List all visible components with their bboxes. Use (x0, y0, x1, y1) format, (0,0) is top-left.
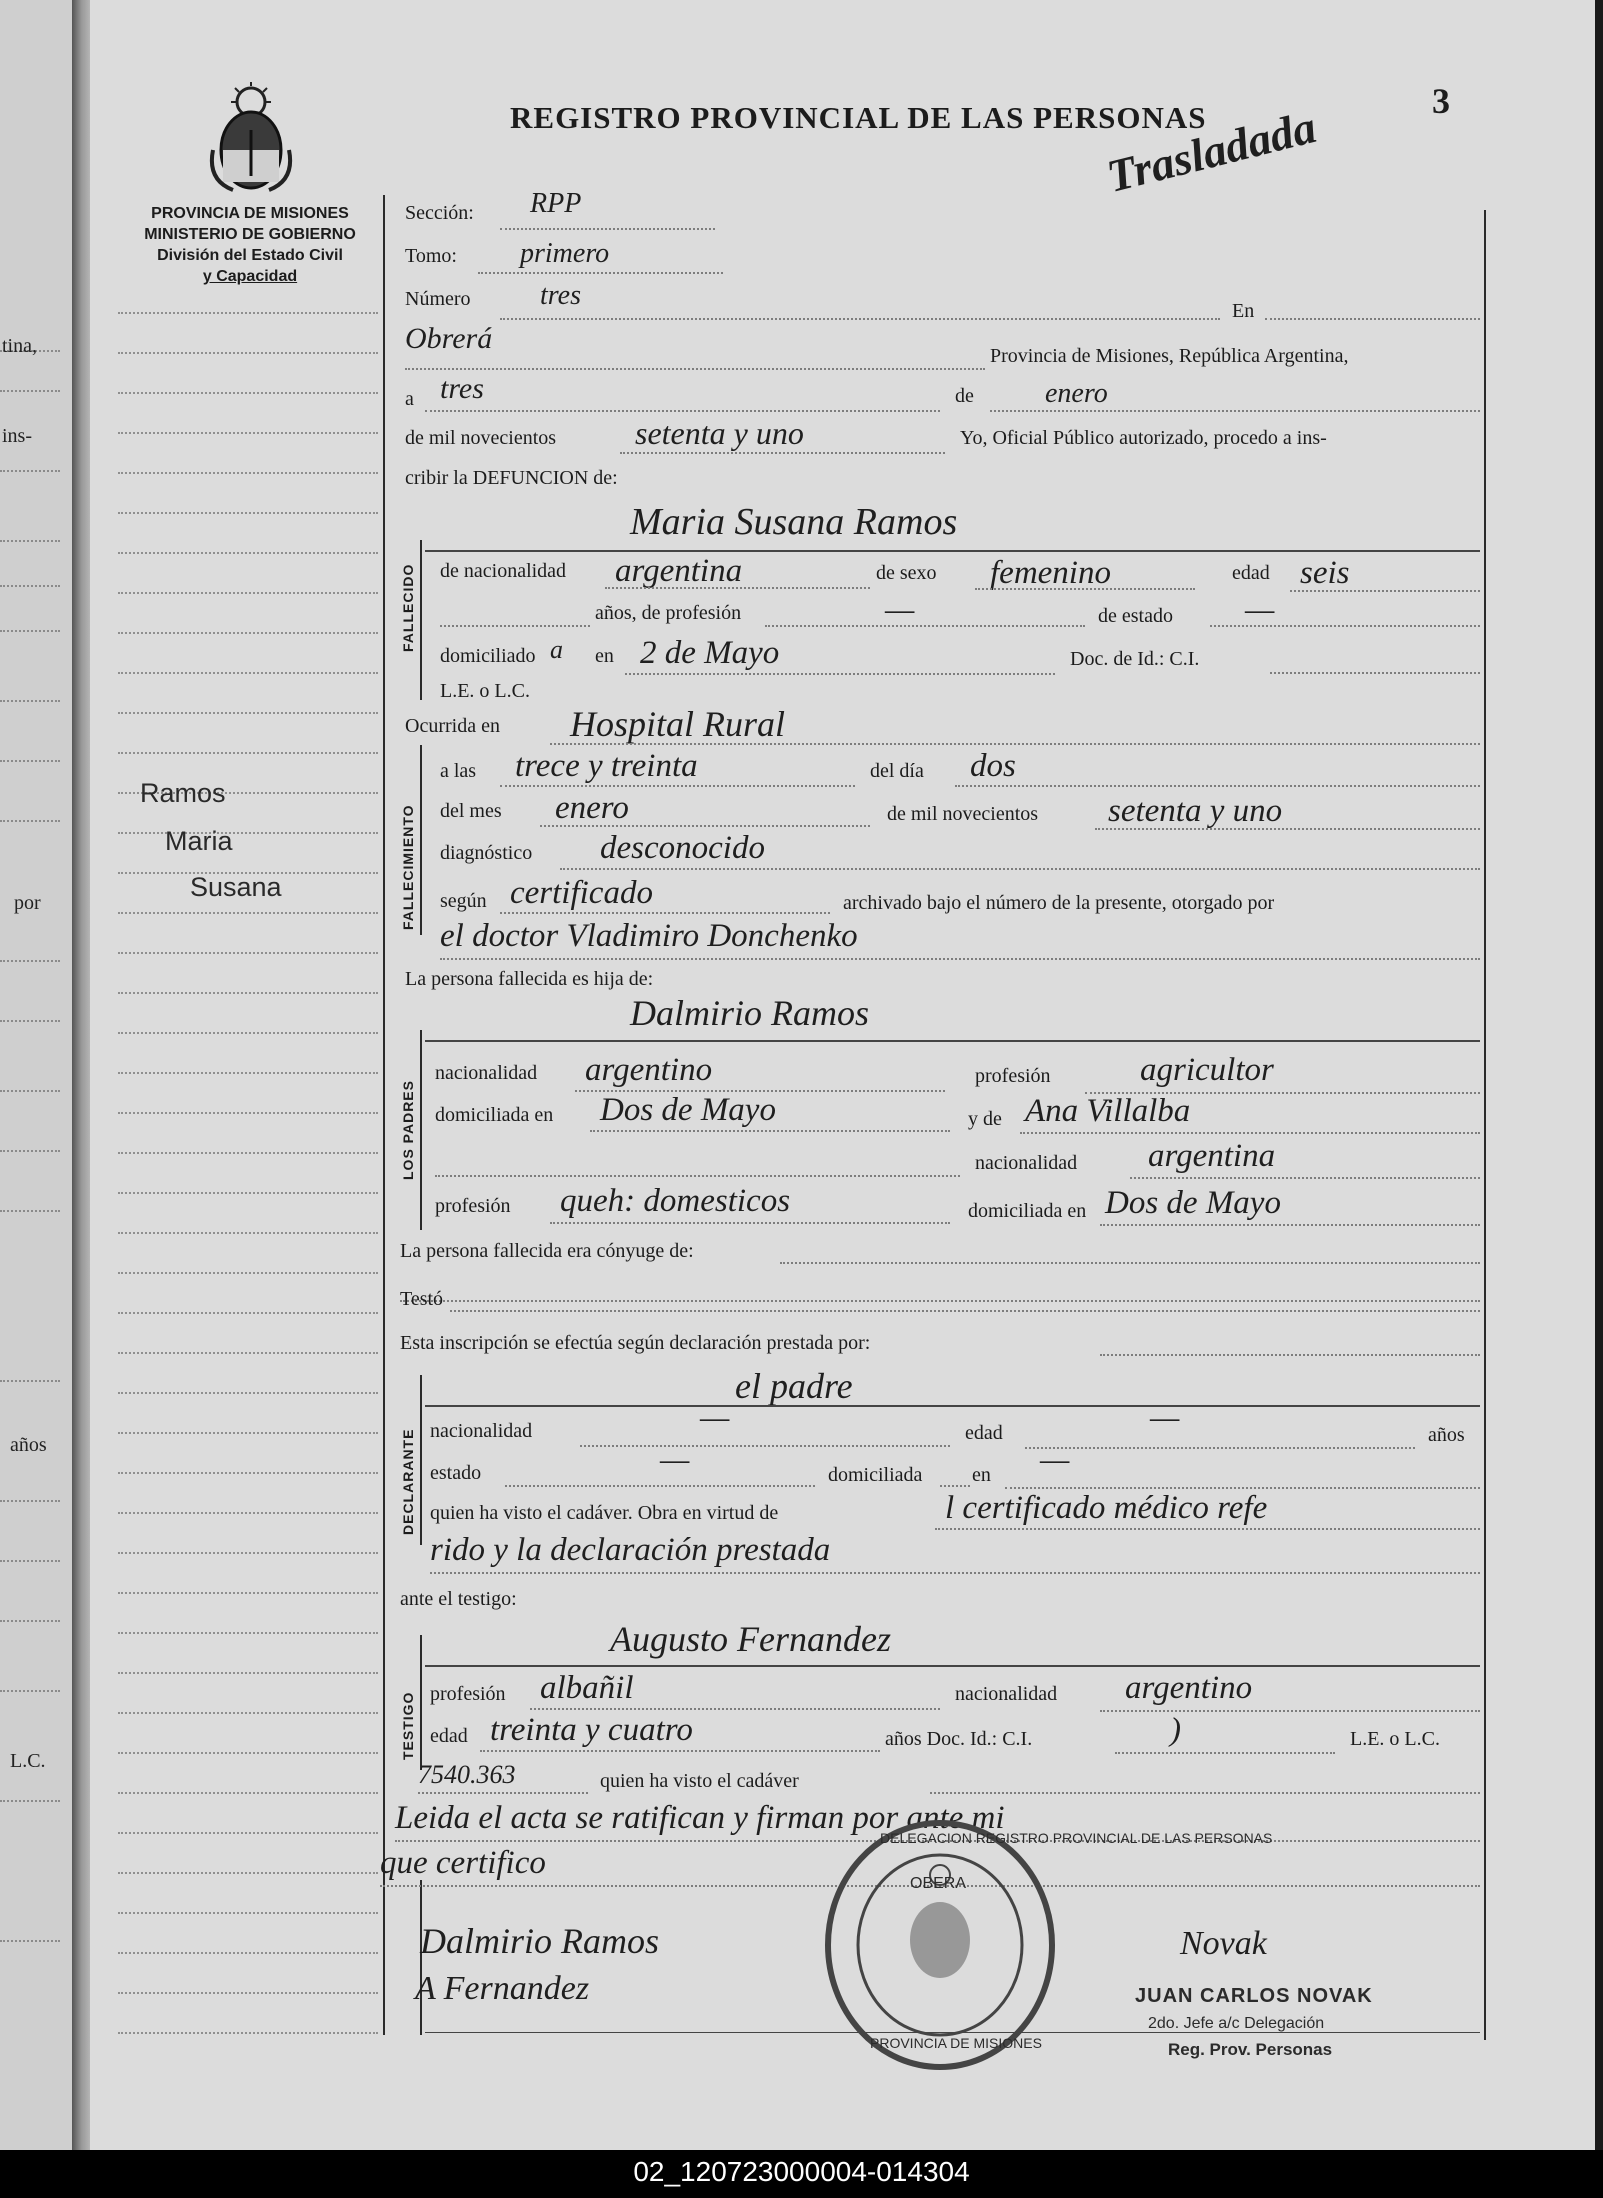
domicilio-value: 2 de Mayo (640, 635, 780, 671)
previous-page-edge (0, 0, 76, 2150)
testigo-nacionalidad-label: nacionalidad (955, 1683, 1058, 1705)
fallecimiento-mes-value: enero (555, 790, 629, 826)
padre-profesion: agricultor (1140, 1052, 1274, 1088)
declarante-nacionalidad-label: nacionalidad (430, 1420, 533, 1442)
madre-domicilio: Dos de Mayo (1105, 1185, 1281, 1221)
testigo-section-label: TESTIGO (400, 1691, 416, 1760)
declarante-intro: Esta inscripción se efectúa según declaración prestada por: (400, 1332, 871, 1354)
padre-nacionalidad: argentino (585, 1052, 713, 1088)
fallecimiento-bracket (420, 745, 422, 935)
padre-domicilio: Dos de Mayo (600, 1092, 776, 1128)
padres-bracket (420, 1030, 422, 1230)
declarante-anios-label: años (1428, 1424, 1465, 1446)
ocurrida-value: Hospital Rural (570, 704, 786, 744)
fallecido-bracket (420, 540, 422, 700)
testigo-edad: treinta y cuatro (490, 1712, 693, 1748)
padre-domicilio-label: domiciliada en (435, 1104, 554, 1126)
sexo-label: de sexo (876, 562, 937, 584)
diagnostico-value: desconocido (600, 830, 765, 866)
declarante-visto-text: quien ha visto el cadáver. Obra en virtud de (430, 1502, 779, 1524)
madre-profesion: queh: domesticos (560, 1183, 791, 1219)
fallecimiento-anio-value: setenta y uno (1108, 793, 1283, 829)
madre-nacionalidad: argentina (1148, 1138, 1276, 1174)
testigo-doc-number: 7540.363 (418, 1760, 516, 1789)
authority-capacity: y Capacidad (202, 268, 298, 285)
declarante-en-label: en (972, 1464, 991, 1486)
tomo-label: Tomo: (405, 245, 457, 267)
madre-profesion-label: profesión (435, 1195, 511, 1217)
mes-value: enero (1045, 378, 1108, 409)
margin-divider (383, 195, 385, 2035)
fallecimiento-section-label: FALLECIMIENTO (400, 804, 416, 930)
margin-surname: Ramos (140, 778, 226, 808)
edad-label: edad (1232, 562, 1270, 584)
authority-ministry: MINISTERIO DE GOBIERNO (144, 226, 356, 243)
a-label: a (405, 388, 414, 410)
testigo-nombre: Augusto Fernandez (610, 1619, 891, 1659)
seal-ring-text: DELEGACION REGISTRO PROVINCIAL DE LAS PERSONAS (880, 1830, 1273, 1846)
testigo-intro: ante el testigo: (400, 1588, 517, 1610)
authority-province: PROVINCIA DE MISIONES (151, 205, 349, 222)
seal-center-top: OBERA (910, 1875, 967, 1892)
declarante-estado-label: estado (430, 1462, 482, 1484)
officer-name: JUAN CARLOS NOVAK (1135, 1985, 1373, 2007)
madre-nacionalidad-label: nacionalidad (975, 1152, 1078, 1174)
margin-first-name: Maria (165, 826, 233, 856)
fallecimiento-dia-value: dos (970, 748, 1016, 784)
domicilio-en-label: en (595, 645, 614, 667)
fallecimiento-mil-label: de mil novecientos (887, 803, 1039, 825)
testigo-profesion-label: profesión (430, 1683, 506, 1705)
issuing-authority (115, 203, 385, 287)
doc-label: Doc. de Id.: C.I. (1070, 648, 1200, 670)
mes-label: del mes (440, 800, 502, 822)
transferred-annotation: Trasladada (1101, 100, 1321, 203)
le-label: L.E. o L.C. (440, 680, 530, 702)
coat-of-arms-icon (205, 80, 297, 196)
declarante-obra-1: l certificado médico refe (945, 1490, 1268, 1526)
testigo-visto-text: quien ha visto el cadáver (600, 1770, 799, 1792)
prev-fragment: por (14, 892, 41, 914)
conyuge-label: La persona fallecida era cónyuge de: (400, 1240, 694, 1262)
declarante-section-label: DECLARANTE (400, 1428, 416, 1535)
prev-fragment: años (10, 1434, 47, 1456)
declarante-estado: — (660, 1442, 690, 1478)
margin-second-name: Susana (190, 872, 282, 902)
declarante-en-value: — (1040, 1442, 1070, 1478)
padre-nombre: Dalmirio Ramos (630, 993, 870, 1033)
yo-text: Yo, Oficial Público autorizado, procedo a ins- (960, 427, 1327, 449)
declarante-nombre: el padre (735, 1366, 853, 1406)
de-label: de (955, 385, 974, 407)
en-label: En (1232, 300, 1255, 322)
estado-label: de estado (1098, 605, 1173, 627)
domiciliado-label: domiciliado (440, 645, 536, 667)
padre-profesion-label: profesión (975, 1065, 1051, 1087)
dia-label: del día (870, 760, 924, 782)
testigo-nacionalidad: argentino (1125, 1670, 1253, 1706)
segun-label: según (440, 890, 487, 912)
testigo-le-label: L.E. o L.C. (1350, 1728, 1440, 1750)
closing-line-1: Leida el acta se ratifican y firman por ante mi (395, 1800, 1005, 1836)
medico-value: el doctor Vladimiro Donchenko (440, 918, 858, 954)
prev-fragment: tina, (2, 335, 37, 357)
padres-section-label: LOS PADRES (400, 1080, 416, 1180)
officer-signature: Novak (1180, 1925, 1267, 1962)
seccion-label: Sección: (405, 202, 474, 224)
testigo-doc-mark: ) (1170, 1712, 1181, 1748)
edad-value: seis (1300, 555, 1350, 591)
prev-fragment: ins- (2, 425, 32, 447)
officer-org: Reg. Prov. Personas (1168, 2040, 1333, 2059)
nacionalidad-value: argentina (615, 553, 743, 589)
mil-label: de mil novecientos (405, 427, 557, 449)
madre-domicilio-label: domiciliada en (968, 1200, 1087, 1222)
anios-profesion-label: años, de profesión (595, 602, 742, 624)
tomo-value: primero (520, 238, 610, 269)
testigo-doc-label: años Doc. Id.: C.I. (885, 1728, 1033, 1750)
padres-intro: La persona fallecida es hija de: (405, 968, 654, 990)
nacionalidad-label: de nacionalidad (440, 560, 567, 582)
declarante-edad-label: edad (965, 1422, 1003, 1444)
dia-value: tres (440, 372, 484, 405)
numero-label: Número (405, 288, 471, 310)
page-title: REGISTRO PROVINCIAL DE LAS PERSONAS (510, 100, 1207, 135)
testigo-profesion: albañil (540, 1670, 634, 1706)
file-identifier: 02_120723000004-014304 (633, 2156, 970, 2187)
provincia-text: Provincia de Misiones, República Argentina, (990, 345, 1349, 367)
segun-value: certificado (510, 875, 653, 911)
numero-value: tres (540, 280, 581, 311)
officer-role: 2do. Jefe a/c Delegación (1148, 2015, 1325, 2032)
declarante-bracket (420, 1375, 422, 1545)
lugar-value: Obrerá (405, 322, 493, 355)
domiciliado-suffix: a (550, 635, 563, 664)
padre-nacionalidad-label: nacionalidad (435, 1062, 538, 1084)
page-number: 3 (1432, 81, 1450, 121)
declarante-nacionalidad: — (700, 1400, 730, 1436)
madre-nombre: Ana Villalba (1025, 1093, 1191, 1129)
estado-value: — (1245, 592, 1275, 628)
diagnostico-label: diagnóstico (440, 842, 533, 864)
fallecido-name: Maria Susana Ramos (630, 501, 958, 543)
anio-value: setenta y uno (635, 415, 804, 451)
hora-value: trece y treinta (515, 748, 698, 784)
testigo-signature: A Fernandez (415, 1970, 590, 2007)
testigo-bracket (420, 1635, 422, 1770)
closing-line-2: que certifico (380, 1845, 546, 1881)
sexo-value: femenino (990, 555, 1111, 591)
seal-center-bottom: PROVINCIA DE MISIONES (870, 2035, 1042, 2051)
authority-division: División del Estado Civil (157, 247, 343, 264)
right-frame-line (1484, 210, 1486, 2040)
ocurrida-label: Ocurrida en (405, 715, 500, 737)
testo-label: Testó (400, 1288, 444, 1310)
y-de-label: y de (968, 1108, 1002, 1130)
declarante-obra-2: rido y la declaración prestada (430, 1532, 831, 1568)
cribir-text: cribir la DEFUNCION de: (405, 467, 618, 489)
seccion-value: RPP (530, 188, 582, 219)
declarante-signature: Dalmirio Ramos (420, 1921, 660, 1961)
testigo-edad-label: edad (430, 1725, 468, 1747)
fallecido-section-label: FALLECIDO (400, 563, 416, 652)
declarante-edad: — (1150, 1400, 1180, 1436)
archivado-text: archivado bajo el número de la presente, otorgado por (843, 892, 1275, 914)
prev-fragment: L.C. (10, 1750, 46, 1772)
declarante-domiciliada-label: domiciliada (828, 1464, 923, 1486)
profesion-value: — (885, 592, 915, 628)
hora-label: a las (440, 760, 477, 782)
